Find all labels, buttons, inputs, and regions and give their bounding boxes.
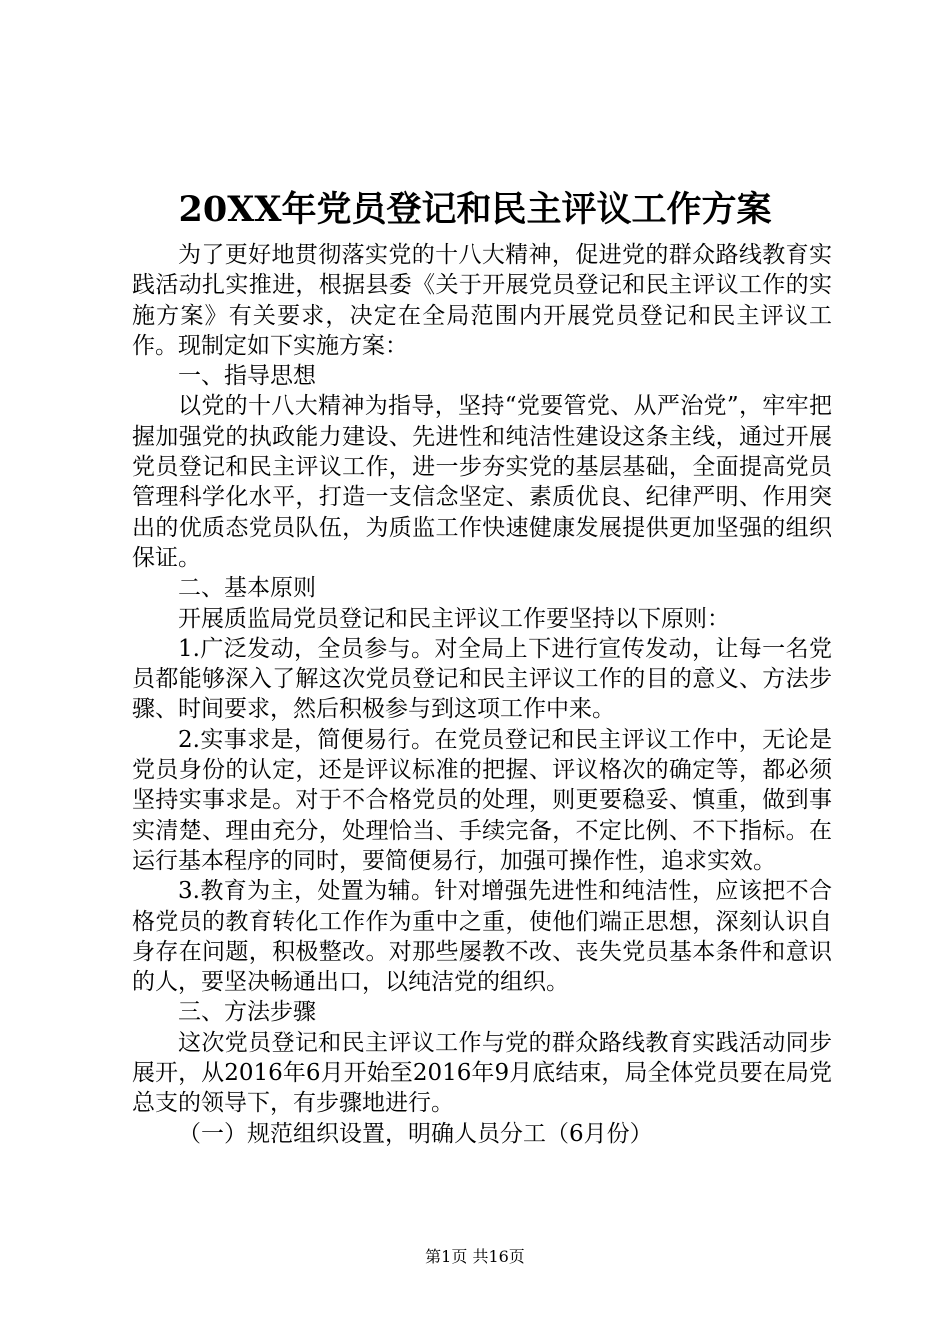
page-footer: 第1页 共16页	[425, 1247, 525, 1266]
document-title: 20XX年党员登记和民主评议工作方案	[178, 189, 772, 230]
subsection-heading-1: （一）规范组织设置，明确人员分工（6月份）	[178, 1120, 653, 1147]
principle-2-paragraph: 2.实事求是，简便易行。在党员登记和民主评议工作中，无论是党员身份的认定，还是评议标准的把握、评议格次的确定等，都必须坚持实事求是。对于不合格党员的处理，则更要稳妥、慎重，做到事实清楚、理由充分，处理恰当、手续完备，不定比例、不下指标。在运行基本程序的同时，要简便易行，加强可操作性，追求实效。	[132, 726, 832, 874]
document-body	[132, 240, 832, 1149]
section-heading-guiding-ideology: 一、指导思想	[178, 363, 316, 390]
principle-3-paragraph: 3.教育为主，处置为辅。针对增强先进性和纯洁性，应该把不合格党员的教育转化工作作为重中之重，使他们端正思想，深刻认识自身存在问题，积极整改。对那些屡教不改、丧失党员基本条件和意识的人，要坚决畅通出口，以纯洁党的组织。	[132, 878, 832, 996]
principle-1-paragraph: 1.广泛发动，全员参与。对全局上下进行宣传发动，让每一名党员都能够深入了解这次党员登记和民主评议工作的目的意义、方法步骤、时间要求，然后积极参与到这项工作中来。	[132, 635, 832, 723]
methods-paragraph: 这次党员登记和民主评议工作与党的群众路线教育实践活动同步展开，从2016年6月开始至2016年9月底结束，局全体党员要在局党总支的领导下，有步骤地进行。	[132, 1029, 832, 1117]
principles-intro-paragraph: 开展质监局党员登记和民主评议工作要坚持以下原则：	[178, 605, 730, 632]
section-heading-basic-principles: 二、基本原则	[178, 575, 316, 602]
intro-paragraph: 为了更好地贯彻落实党的十八大精神，促进党的群众路线教育实践活动扎实推进，根据县委《关于开展党员登记和民主评议工作的实施方案》有关要求，决定在全局范围内开展党员登记和民主评议工作。现制定如下实施方案：	[132, 242, 832, 359]
guiding-ideology-paragraph: 以党的十八大精神为指导，坚持“党要管党、从严治党”，牢牢把握加强党的执政能力建设、先进性和纯洁性建设这条主线，通过开展党员登记和民主评议工作，进一步夯实党的基层基础，全面提高党员管理科学化水平，打造一支信念坚定、素质优良、纪律严明、作用突出的优质态党员队伍，为质监工作快速健康发展提供更加坚强的组织保证。	[132, 393, 832, 571]
section-heading-methods-steps: 三、方法步骤	[178, 999, 316, 1026]
